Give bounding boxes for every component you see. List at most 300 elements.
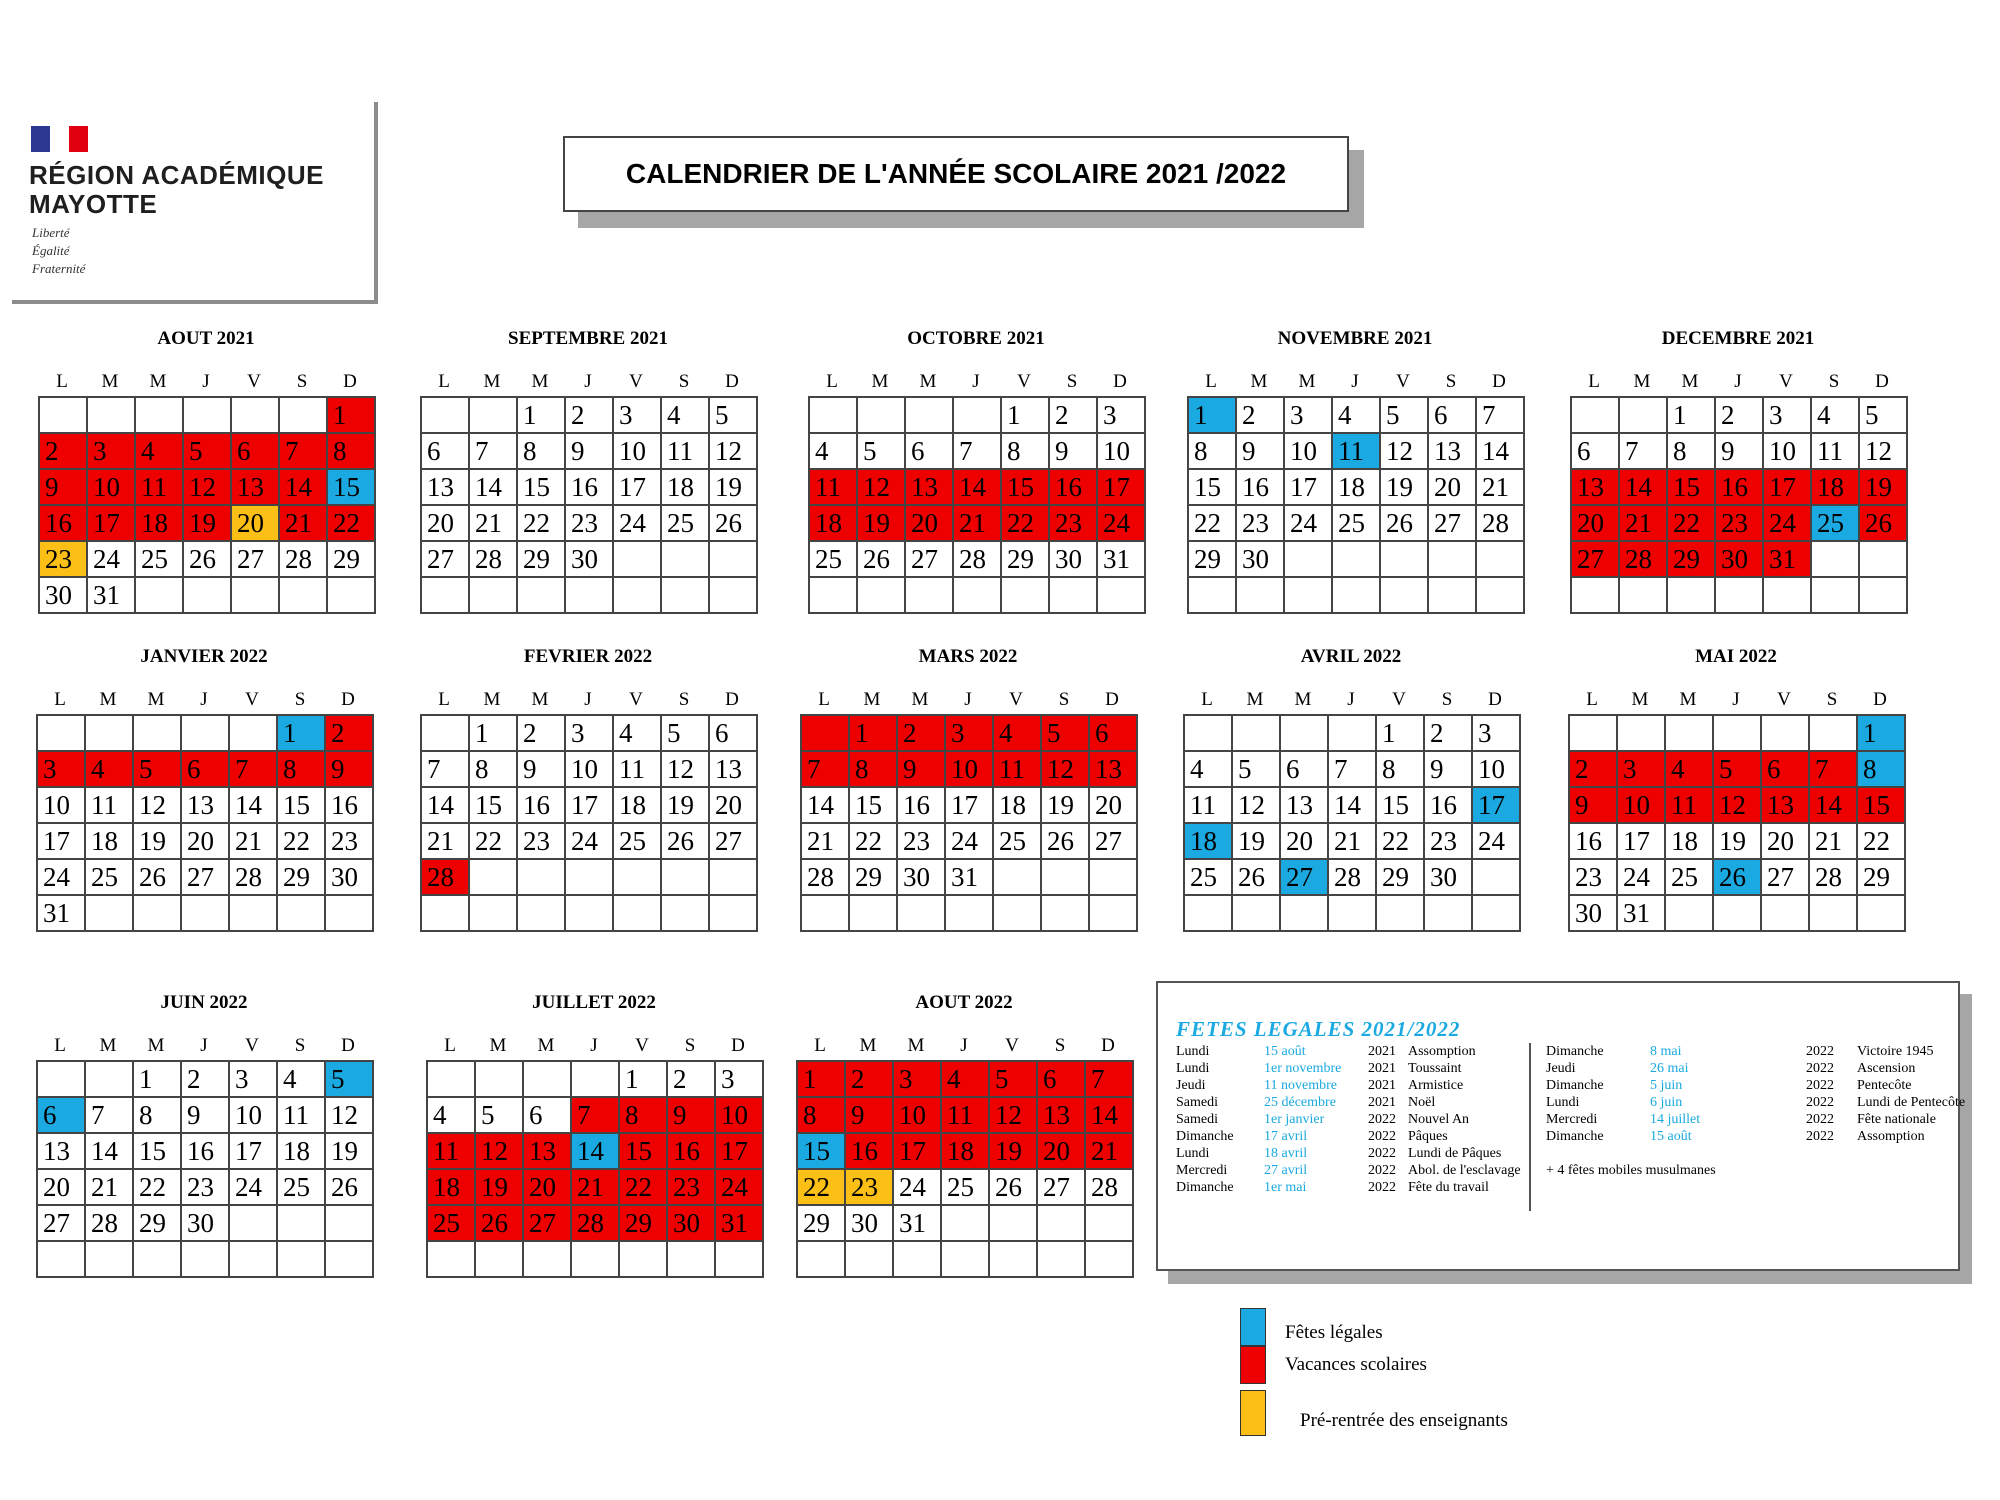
week-row xyxy=(1572,506,1908,542)
fete-date: 15 août xyxy=(1264,1044,1306,1059)
day-cell: 17 xyxy=(716,1134,764,1170)
day-cell: 7 xyxy=(1477,398,1525,434)
day-cell: 10 xyxy=(38,788,86,824)
day-cell: 4 xyxy=(662,398,710,434)
day-cell: 21 xyxy=(572,1170,620,1206)
day-cell: 6 xyxy=(1038,1062,1086,1098)
day-cell: 21 xyxy=(1477,470,1525,506)
empty-cell xyxy=(40,398,88,434)
day-cell: 17 xyxy=(38,824,86,860)
day-cell: 5 xyxy=(1860,398,1908,434)
day-cell: 29 xyxy=(620,1206,668,1242)
month-title: FEVRIER 2022 xyxy=(523,646,653,667)
month-title: JUIN 2022 xyxy=(160,992,248,1013)
day-cell: 7 xyxy=(422,752,470,788)
day-header: J xyxy=(202,371,210,392)
day-header: M xyxy=(531,689,549,710)
day-headers xyxy=(38,368,374,396)
logo-line-2: MAYOTTE xyxy=(29,189,158,219)
week-row xyxy=(1572,578,1908,614)
empty-cell xyxy=(182,1242,230,1278)
day-cell: 24 xyxy=(1473,824,1521,860)
day-cell: 30 xyxy=(566,542,614,578)
week-row xyxy=(1572,434,1908,470)
day-headers xyxy=(420,686,756,714)
day-cell: 21 xyxy=(422,824,470,860)
week-row xyxy=(428,1062,764,1098)
day-cell: 8 xyxy=(1002,434,1050,470)
day-cell: 12 xyxy=(134,788,182,824)
month-title: AOUT 2021 xyxy=(157,328,255,349)
day-cell: 11 xyxy=(1333,434,1381,470)
empty-cell xyxy=(1764,578,1812,614)
fetes-divider xyxy=(1529,1043,1531,1211)
month-title: SEPTEMBRE 2021 xyxy=(508,328,668,349)
empty-cell xyxy=(518,896,566,932)
day-cell: 11 xyxy=(942,1098,990,1134)
day-header: V xyxy=(245,1035,259,1056)
day-cell: 5 xyxy=(1233,752,1281,788)
day-cell: 13 xyxy=(1090,752,1138,788)
day-cell: 28 xyxy=(1086,1170,1134,1206)
empty-cell xyxy=(1285,542,1333,578)
empty-cell xyxy=(1042,860,1090,896)
empty-cell xyxy=(990,1242,1038,1278)
day-header: M xyxy=(537,1035,555,1056)
day-cell: 12 xyxy=(1860,434,1908,470)
fete-name: Abol. de l'esclavage xyxy=(1408,1163,1521,1178)
day-cell: 9 xyxy=(326,752,374,788)
fete-row xyxy=(1546,1128,1965,1145)
fete-date: 17 avril xyxy=(1264,1129,1308,1144)
week-row xyxy=(422,470,758,506)
empty-cell xyxy=(1185,896,1233,932)
week-row xyxy=(798,1098,1134,1134)
empty-cell xyxy=(1281,716,1329,752)
empty-cell xyxy=(38,716,86,752)
fete-date: 26 mai xyxy=(1650,1061,1689,1076)
day-header: S xyxy=(1828,371,1840,392)
day-header: V xyxy=(247,371,261,392)
day-cell: 9 xyxy=(1425,752,1473,788)
empty-cell xyxy=(990,1206,1038,1242)
day-cell: 2 xyxy=(1425,716,1473,752)
day-cell: 5 xyxy=(990,1062,1038,1098)
week-row xyxy=(428,1134,764,1170)
week-row xyxy=(428,1242,764,1278)
day-cell: 11 xyxy=(1666,788,1714,824)
day-cell: 18 xyxy=(942,1134,990,1170)
empty-cell xyxy=(614,542,662,578)
empty-cell xyxy=(906,398,954,434)
empty-cell xyxy=(1762,716,1810,752)
day-cell: 8 xyxy=(1377,752,1425,788)
day-cell: 11 xyxy=(662,434,710,470)
day-cell: 26 xyxy=(662,824,710,860)
day-cell: 22 xyxy=(1668,506,1716,542)
empty-cell xyxy=(1570,716,1618,752)
day-cell: 31 xyxy=(1618,896,1666,932)
day-cell: 26 xyxy=(1042,824,1090,860)
day-cell: 27 xyxy=(232,542,280,578)
day-cell: 22 xyxy=(328,506,376,542)
day-cell: 2 xyxy=(518,716,566,752)
week-row xyxy=(1189,434,1525,470)
fete-day: Samedi xyxy=(1176,1112,1218,1127)
empty-cell xyxy=(662,860,710,896)
day-cell: 6 xyxy=(1090,716,1138,752)
fete-row xyxy=(1546,1111,1965,1128)
fetes-legales-panel xyxy=(1156,981,1966,1271)
day-cell: 23 xyxy=(518,824,566,860)
day-cell: 20 xyxy=(1090,788,1138,824)
day-header: L xyxy=(818,689,830,710)
day-cell: 14 xyxy=(230,788,278,824)
empty-cell xyxy=(524,1062,572,1098)
day-cell: 7 xyxy=(470,434,518,470)
month-title: OCTOBRE 2021 xyxy=(907,328,1045,349)
month-grid xyxy=(420,396,758,614)
empty-cell xyxy=(1086,1206,1134,1242)
week-row xyxy=(40,542,376,578)
empty-cell xyxy=(1860,542,1908,578)
day-cell: 10 xyxy=(1098,434,1146,470)
day-cell: 10 xyxy=(946,752,994,788)
week-row xyxy=(1185,896,1521,932)
day-cell: 17 xyxy=(1473,788,1521,824)
day-cell: 3 xyxy=(1285,398,1333,434)
month-grid xyxy=(426,1060,764,1278)
empty-cell xyxy=(518,860,566,896)
day-cell: 1 xyxy=(470,716,518,752)
day-cell: 7 xyxy=(1329,752,1377,788)
day-cell: 14 xyxy=(1329,788,1377,824)
motto-egalite: Égalité xyxy=(32,243,70,258)
week-row xyxy=(38,1242,374,1278)
fete-year: 2022 xyxy=(1806,1061,1834,1076)
week-row xyxy=(38,788,374,824)
week-row xyxy=(1570,716,1906,752)
day-cell: 15 xyxy=(1858,788,1906,824)
day-cell: 3 xyxy=(566,716,614,752)
empty-cell xyxy=(1716,578,1764,614)
day-cell: 5 xyxy=(476,1098,524,1134)
logo-line-1: RÉGION ACADÉMIQUE xyxy=(29,160,324,190)
day-cell: 27 xyxy=(422,542,470,578)
day-cell: 15 xyxy=(278,788,326,824)
day-cell: 7 xyxy=(954,434,1002,470)
empty-cell xyxy=(1237,578,1285,614)
day-cell: 24 xyxy=(38,860,86,896)
fete-day: Lundi xyxy=(1176,1044,1210,1059)
day-cell: 21 xyxy=(954,506,1002,542)
empty-cell xyxy=(470,860,518,896)
month-grid xyxy=(808,396,1146,614)
empty-cell xyxy=(850,896,898,932)
empty-cell xyxy=(422,578,470,614)
day-cell: 21 xyxy=(802,824,850,860)
fete-name: Victoire 1945 xyxy=(1857,1044,1934,1059)
day-header: D xyxy=(1488,689,1502,710)
empty-cell xyxy=(134,1242,182,1278)
day-headers xyxy=(808,368,1144,396)
fete-day: Dimanche xyxy=(1546,1044,1604,1059)
day-cell: 13 xyxy=(232,470,280,506)
day-cell: 4 xyxy=(1812,398,1860,434)
day-header: D xyxy=(1873,689,1887,710)
day-cell: 8 xyxy=(798,1098,846,1134)
day-cell: 3 xyxy=(894,1062,942,1098)
fete-day: Jeudi xyxy=(1546,1061,1576,1076)
empty-cell xyxy=(518,578,566,614)
day-cell: 2 xyxy=(846,1062,894,1098)
day-cell: 30 xyxy=(1570,896,1618,932)
day-header: M xyxy=(99,689,117,710)
day-header: S xyxy=(1054,1035,1066,1056)
fete-year: 2021 xyxy=(1368,1061,1396,1076)
month-calendar xyxy=(800,644,1136,932)
day-header: M xyxy=(101,371,119,392)
empty-cell xyxy=(524,1242,572,1278)
fete-name: Assomption xyxy=(1857,1129,1925,1144)
day-cell: 23 xyxy=(668,1170,716,1206)
day-cell: 24 xyxy=(230,1170,278,1206)
empty-cell xyxy=(566,896,614,932)
month-title: JUILLET 2022 xyxy=(532,992,656,1013)
day-header: L xyxy=(54,689,66,710)
day-cell: 25 xyxy=(1185,860,1233,896)
day-headers xyxy=(1187,368,1523,396)
day-cell: 20 xyxy=(1038,1134,1086,1170)
day-cell: 6 xyxy=(710,716,758,752)
day-cell: 25 xyxy=(1812,506,1860,542)
day-cell: 16 xyxy=(182,1134,230,1170)
day-cell: 6 xyxy=(38,1098,86,1134)
day-cell: 2 xyxy=(668,1062,716,1098)
day-cell: 29 xyxy=(1858,860,1906,896)
day-cell: 27 xyxy=(1281,860,1329,896)
day-cell: 23 xyxy=(566,506,614,542)
week-row xyxy=(1570,860,1906,896)
day-cell: 19 xyxy=(710,470,758,506)
day-cell: 21 xyxy=(1329,824,1377,860)
day-cell: 19 xyxy=(1860,470,1908,506)
fete-year: 2022 xyxy=(1368,1129,1396,1144)
day-cell: 14 xyxy=(1810,788,1858,824)
day-headers xyxy=(1183,686,1519,714)
day-header: L xyxy=(54,1035,66,1056)
fete-year: 2022 xyxy=(1806,1129,1834,1144)
empty-cell xyxy=(184,398,232,434)
day-cell: 28 xyxy=(572,1206,620,1242)
day-header: L xyxy=(438,689,450,710)
day-header: M xyxy=(907,1035,925,1056)
month-grid xyxy=(420,714,758,932)
day-cell: 21 xyxy=(230,824,278,860)
week-row xyxy=(810,506,1146,542)
day-cell: 9 xyxy=(40,470,88,506)
day-cell: 31 xyxy=(1098,542,1146,578)
day-cell: 12 xyxy=(1042,752,1090,788)
fete-name: Fête nationale xyxy=(1857,1112,1936,1127)
day-header: M xyxy=(531,371,549,392)
month-grid xyxy=(796,1060,1134,1278)
week-row xyxy=(802,860,1138,896)
day-cell: 5 xyxy=(326,1062,374,1098)
week-row xyxy=(38,1206,374,1242)
week-row xyxy=(802,752,1138,788)
empty-cell xyxy=(1189,578,1237,614)
day-cell: 28 xyxy=(280,542,328,578)
day-cell: 31 xyxy=(716,1206,764,1242)
day-cell: 13 xyxy=(38,1134,86,1170)
day-cell: 5 xyxy=(710,398,758,434)
week-row xyxy=(38,824,374,860)
day-cell: 29 xyxy=(1002,542,1050,578)
week-row xyxy=(1185,824,1521,860)
day-header: M xyxy=(483,371,501,392)
week-row xyxy=(798,1206,1134,1242)
day-cell: 17 xyxy=(1618,824,1666,860)
empty-cell xyxy=(1429,578,1477,614)
day-cell: 5 xyxy=(1381,398,1429,434)
day-cell: 23 xyxy=(40,542,88,578)
day-cell: 23 xyxy=(846,1170,894,1206)
day-header: M xyxy=(1631,689,1649,710)
day-cell: 16 xyxy=(1237,470,1285,506)
day-cell: 17 xyxy=(894,1134,942,1170)
week-row xyxy=(428,1098,764,1134)
day-cell: 24 xyxy=(716,1170,764,1206)
week-row xyxy=(422,434,758,470)
day-cell: 5 xyxy=(662,716,710,752)
day-headers xyxy=(1570,368,1906,396)
month-calendar xyxy=(36,644,372,932)
empty-cell xyxy=(710,860,758,896)
empty-cell xyxy=(230,1206,278,1242)
day-cell: 4 xyxy=(942,1062,990,1098)
day-cell: 9 xyxy=(566,434,614,470)
empty-cell xyxy=(1860,578,1908,614)
day-header: M xyxy=(489,1035,507,1056)
fete-day: Dimanche xyxy=(1176,1129,1234,1144)
day-headers xyxy=(1568,686,1904,714)
week-row xyxy=(1189,506,1525,542)
day-cell: 9 xyxy=(668,1098,716,1134)
fete-date: 8 mai xyxy=(1650,1044,1682,1059)
day-cell: 10 xyxy=(1285,434,1333,470)
day-cell: 13 xyxy=(906,470,954,506)
day-cell: 13 xyxy=(524,1134,572,1170)
empty-cell xyxy=(38,1242,86,1278)
day-cell: 26 xyxy=(476,1206,524,1242)
month-calendar xyxy=(420,644,756,932)
empty-cell xyxy=(134,896,182,932)
fete-name: Armistice xyxy=(1408,1078,1464,1093)
empty-cell xyxy=(954,398,1002,434)
day-cell: 6 xyxy=(182,752,230,788)
empty-cell xyxy=(184,578,232,614)
empty-cell xyxy=(280,398,328,434)
page-title: CALENDRIER DE L'ANNÉE SCOLAIRE 2021 /2022 xyxy=(563,136,1349,212)
day-cell: 30 xyxy=(326,860,374,896)
day-cell: 16 xyxy=(40,506,88,542)
empty-cell xyxy=(1233,716,1281,752)
day-cell: 27 xyxy=(38,1206,86,1242)
day-cell: 7 xyxy=(1810,752,1858,788)
day-cell: 20 xyxy=(38,1170,86,1206)
empty-cell xyxy=(906,578,954,614)
week-row xyxy=(422,506,758,542)
empty-cell xyxy=(566,860,614,896)
day-cell: 14 xyxy=(1477,434,1525,470)
day-cell: 19 xyxy=(990,1134,1038,1170)
week-row xyxy=(1185,716,1521,752)
day-cell: 28 xyxy=(954,542,1002,578)
empty-cell xyxy=(668,1242,716,1278)
day-cell: 12 xyxy=(990,1098,1038,1134)
empty-cell xyxy=(88,398,136,434)
day-cell: 11 xyxy=(1812,434,1860,470)
day-cell: 24 xyxy=(1764,506,1812,542)
empty-cell xyxy=(858,578,906,614)
empty-cell xyxy=(328,578,376,614)
month-calendar xyxy=(1183,644,1519,932)
week-row xyxy=(1185,752,1521,788)
marianne-flag-icon xyxy=(31,126,88,152)
empty-cell xyxy=(230,1242,278,1278)
day-cell: 20 xyxy=(422,506,470,542)
week-row xyxy=(422,716,758,752)
fete-date: 11 novembre xyxy=(1264,1078,1337,1093)
day-cell: 29 xyxy=(1668,542,1716,578)
day-cell: 30 xyxy=(40,578,88,614)
day-cell: 19 xyxy=(326,1134,374,1170)
empty-cell xyxy=(1333,578,1381,614)
day-header: V xyxy=(1009,689,1023,710)
day-header: M xyxy=(147,689,165,710)
empty-cell xyxy=(1477,578,1525,614)
day-cell: 3 xyxy=(230,1062,278,1098)
day-header: S xyxy=(296,371,308,392)
day-header: S xyxy=(1441,689,1453,710)
fete-row xyxy=(1176,1162,1521,1179)
day-cell: 19 xyxy=(1714,824,1762,860)
day-cell: 11 xyxy=(1185,788,1233,824)
day-header: J xyxy=(200,1035,208,1056)
fete-date: 25 décembre xyxy=(1264,1095,1336,1110)
empty-cell xyxy=(182,896,230,932)
day-cell: 1 xyxy=(518,398,566,434)
week-row xyxy=(802,716,1138,752)
legend-swatch-vacances xyxy=(1240,1346,1266,1384)
empty-cell xyxy=(994,896,1042,932)
day-cell: 3 xyxy=(1618,752,1666,788)
day-cell: 21 xyxy=(86,1170,134,1206)
day-header: S xyxy=(1058,689,1070,710)
empty-cell xyxy=(1185,716,1233,752)
empty-cell xyxy=(476,1242,524,1278)
fete-year: 2022 xyxy=(1806,1044,1834,1059)
motto-liberte: Liberté xyxy=(32,225,70,240)
week-row xyxy=(810,470,1146,506)
week-row xyxy=(1185,860,1521,896)
day-cell: 10 xyxy=(716,1098,764,1134)
day-cell: 14 xyxy=(954,470,1002,506)
day-cell: 4 xyxy=(810,434,858,470)
day-cell: 26 xyxy=(1233,860,1281,896)
day-header: J xyxy=(590,1035,598,1056)
